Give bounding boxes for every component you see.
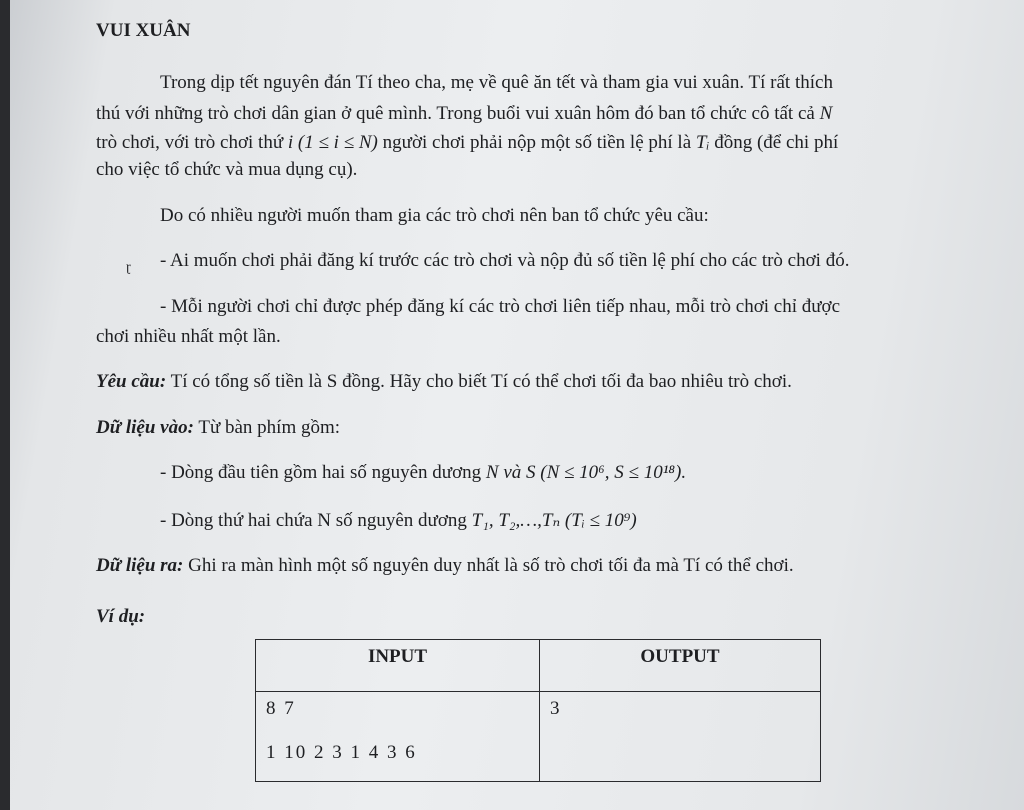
input-heading: Dữ liệu vào: Từ bàn phím gồm:	[96, 417, 341, 438]
page-edge	[0, 0, 10, 810]
rule-2-line-2: chơi nhiều nhất một lần.	[96, 326, 281, 347]
input-line-2: - Dòng thứ hai chứa N số nguyên dương T₁, T₂,…,Tₙ (Tᵢ ≤ 10⁹)	[160, 510, 637, 531]
input-row-2: 1 10 2 3 1 4 3 6	[266, 742, 417, 763]
rule-2-line-1: - Mỗi người chơi chỉ được phép đăng kí các trò chơi liên tiếp nhau, mỗi trò chơi chỉ được	[160, 296, 841, 317]
intro-line-2: thú với những trò chơi dân gian ở quê mình. Trong buổi vui xuân hôm đó ban tổ chức cô tất cả N	[96, 103, 833, 124]
input-row-1: 8 7	[266, 698, 296, 719]
output-heading: Dữ liệu ra: Ghi ra màn hình một số nguyên duy nhất là số trò chơi tối đa mà Tí có thể chơi.	[96, 555, 794, 576]
input-header: INPUT	[256, 640, 540, 692]
example-label: Ví dụ:	[96, 606, 146, 627]
example-table	[255, 639, 821, 782]
intro-line-4: cho việc tổ chức và mua dụng cụ).	[96, 159, 358, 180]
rule-1: - Ai muốn chơi phải đăng kí trước các trò chơi và nộp đủ số tiền lệ phí cho các trò chơi đó.	[160, 250, 850, 271]
stray-mark: ɽ	[126, 260, 131, 275]
intro-line-1: Trong dịp tết nguyên đán Tí theo cha, mẹ về quê ăn tết và tham gia vui xuân. Tí rất thích	[160, 72, 833, 93]
problem-title: VUI XUÂN	[96, 20, 191, 41]
rules-intro: Do có nhiều người muốn tham gia các trò chơi nên ban tổ chức yêu cầu:	[160, 205, 709, 226]
requirement: Yêu cầu: Tí có tổng số tiền là S đồng. Hãy cho biết Tí có thể chơi tối đa bao nhiêu trò chơi.	[96, 371, 792, 392]
output-header: OUTPUT	[540, 640, 821, 692]
intro-line-3: trò chơi, với trò chơi thứ i (1 ≤ i ≤ N) người chơi phải nộp một số tiền lệ phí là Tᵢ đồng (để chi phí	[96, 132, 839, 153]
output-cell: 3	[540, 692, 821, 782]
input-cell	[256, 692, 540, 782]
input-line-1: - Dòng đầu tiên gồm hai số nguyên dương N và S (N ≤ 10⁶, S ≤ 10¹⁸).	[160, 462, 687, 483]
